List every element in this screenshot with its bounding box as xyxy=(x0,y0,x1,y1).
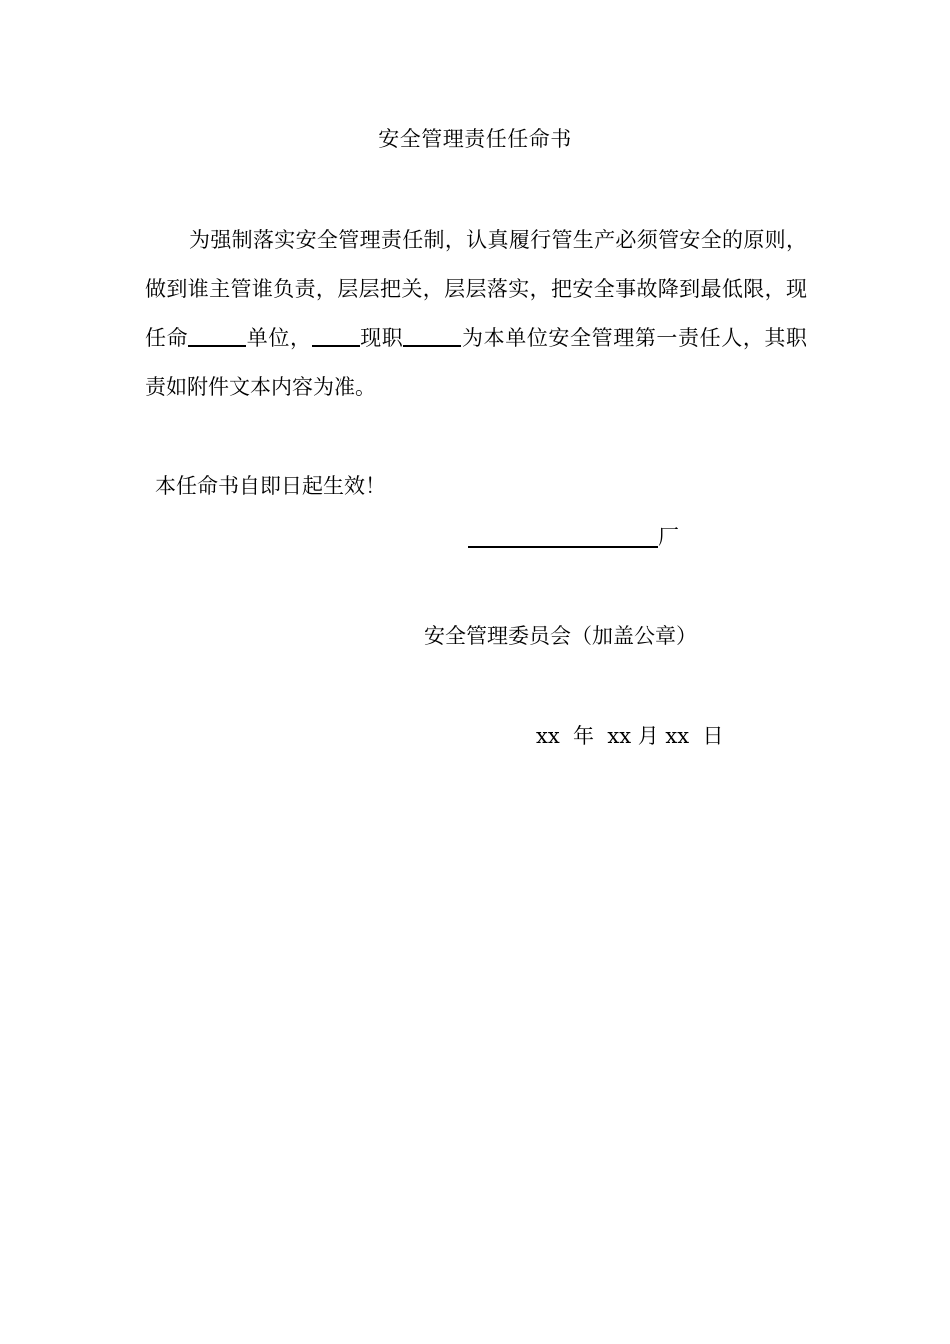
effective-statement: 本任命书自即日起生效！ xyxy=(155,474,386,498)
date-line: xx 年 xx 月 xx 日 xyxy=(536,724,724,748)
paragraph-text-2: 单位， xyxy=(246,326,312,350)
committee-signature: 安全管理委员会（加盖公章） xyxy=(424,624,697,648)
appointment-paragraph xyxy=(145,216,807,412)
unit-name-blank xyxy=(188,321,246,347)
factory-suffix: 厂 xyxy=(658,525,679,549)
paragraph-text-1: 为强制落实安全管理责任制，认真履行管生产必须管安全的原则，做到谁主管谁负责，层层把关，层层落实，把安全事故降到最低限，现任命 xyxy=(145,228,807,350)
paragraph-text-4: 为本单位安全管理第一责任人，其职责如附件文本内容为准。 xyxy=(145,326,808,399)
appointee-name-blank xyxy=(312,321,360,347)
factory-signature-line xyxy=(468,518,679,551)
document-title: 安全管理责任任命书 xyxy=(378,127,572,151)
paragraph-text-3: 现职 xyxy=(359,326,404,350)
factory-name-blank xyxy=(468,518,658,548)
position-blank xyxy=(403,321,461,347)
